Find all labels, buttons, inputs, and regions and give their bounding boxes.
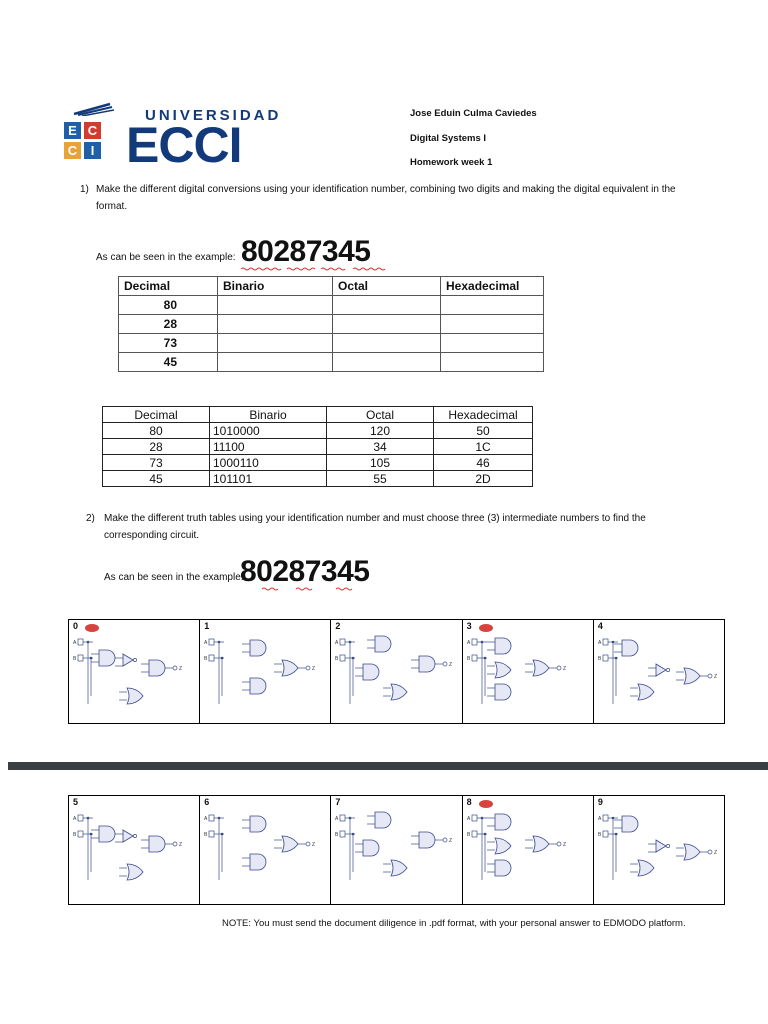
- svg-text:Z: Z: [179, 666, 183, 672]
- cell-decimal: 73: [119, 334, 218, 353]
- svg-text:A: A: [597, 816, 602, 822]
- logic-circuit-icon: [71, 634, 197, 720]
- cell-decimal: 73: [103, 455, 210, 471]
- cell-octal: 105: [327, 455, 434, 471]
- svg-text:Z: Z: [713, 674, 717, 680]
- table-row: [103, 471, 533, 487]
- cell-binario: 1000110: [210, 455, 327, 471]
- svg-text:B: B: [466, 832, 470, 838]
- svg-text:B: B: [335, 656, 339, 662]
- logic-circuit-icon: [202, 810, 328, 900]
- svg-text:A: A: [466, 816, 470, 822]
- circuit-number: 9: [597, 797, 603, 807]
- cell-binario[interactable]: [218, 353, 333, 372]
- cell-decimal: 45: [119, 353, 218, 372]
- circuit-number: 2: [335, 621, 341, 631]
- table-header-row: [103, 407, 533, 423]
- cell-octal[interactable]: [333, 315, 441, 334]
- header-binario: Binario: [210, 407, 327, 423]
- logo-stripes-icon: [70, 102, 114, 116]
- page-divider: [8, 762, 768, 770]
- svg-text:A: A: [204, 816, 208, 822]
- cell-hexadecimal: 50: [434, 423, 533, 439]
- logo-square-e: E: [64, 122, 81, 139]
- table-row: [103, 423, 533, 439]
- logic-circuit-icon: [465, 634, 591, 720]
- q1-text-line2: format.: [96, 201, 128, 212]
- cell-octal[interactable]: [333, 296, 441, 315]
- q2-text-line2: corresponding circuit.: [104, 530, 200, 541]
- table-row: [119, 315, 544, 334]
- cell-hexadecimal[interactable]: [441, 315, 544, 334]
- q1-example-number: 80287345: [241, 235, 371, 268]
- header-octal: Octal: [327, 407, 434, 423]
- author-name: Jose Eduin Culma Caviedes: [410, 108, 537, 119]
- cell-binario: 1010000: [210, 423, 327, 439]
- table-row: [103, 439, 533, 455]
- svg-text:B: B: [204, 656, 208, 662]
- table-header-row: [119, 277, 544, 296]
- circuit-number: 7: [335, 797, 341, 807]
- svg-text:Z: Z: [713, 850, 717, 856]
- table-row: [103, 455, 533, 471]
- cell-hexadecimal: 1C: [434, 439, 533, 455]
- cell-decimal: 28: [103, 439, 210, 455]
- svg-text:Z: Z: [449, 662, 453, 668]
- header-decimal: Decimal: [119, 277, 218, 296]
- svg-text:A: A: [73, 816, 77, 822]
- circuit-cell-8[interactable]: [463, 796, 594, 904]
- q2-number: 2): [86, 513, 95, 524]
- header-decimal: Decimal: [103, 407, 210, 423]
- svg-text:Z: Z: [449, 838, 453, 844]
- q2-example-label: As can be seen in the example:: [104, 572, 244, 583]
- cell-decimal: 80: [103, 423, 210, 439]
- svg-text:B: B: [466, 656, 470, 662]
- cell-hexadecimal: 2D: [434, 471, 533, 487]
- logo-square-i: I: [84, 142, 101, 159]
- cell-hexadecimal[interactable]: [441, 334, 544, 353]
- cell-binario[interactable]: [218, 334, 333, 353]
- q1-text-line1: Make the different digital conversions using your identification number, combining two digits and making the digital equivalent in the: [96, 184, 676, 195]
- cell-octal: 120: [327, 423, 434, 439]
- circuit-number: 3: [466, 621, 472, 631]
- logo-name: ECCI: [126, 117, 242, 173]
- circuit-cell-6[interactable]: [200, 796, 331, 904]
- circuit-cell-5[interactable]: [69, 796, 200, 904]
- svg-text:A: A: [597, 640, 602, 646]
- svg-text:A: A: [335, 640, 339, 646]
- cell-decimal: 80: [119, 296, 218, 315]
- q2-text-line1: Make the different truth tables using your identification number and must choose three (3) intermediate numbers to find the: [104, 513, 646, 524]
- q1-number: 1): [80, 184, 89, 195]
- circuit-number: 4: [597, 621, 603, 631]
- spellcheck-underline-icon: [241, 267, 391, 271]
- spellcheck-underline-icon: [240, 587, 390, 591]
- assignment-name: Homework week 1: [410, 157, 493, 168]
- cell-binario[interactable]: [218, 296, 333, 315]
- cell-hexadecimal[interactable]: [441, 296, 544, 315]
- cell-binario[interactable]: [218, 315, 333, 334]
- circuit-cell-1[interactable]: [200, 620, 331, 723]
- q1-example-label: As can be seen in the example:: [96, 252, 236, 263]
- circuit-cell-4[interactable]: [594, 620, 724, 723]
- svg-text:A: A: [335, 816, 339, 822]
- conversion-table-filled: [102, 406, 533, 487]
- logic-circuit-icon: [465, 810, 591, 900]
- table-row: [119, 334, 544, 353]
- selection-marker-icon: [85, 624, 99, 632]
- svg-text:A: A: [204, 640, 208, 646]
- svg-text:B: B: [73, 656, 77, 662]
- svg-text:B: B: [73, 832, 77, 838]
- cell-binario: 11100: [210, 439, 327, 455]
- svg-text:A: A: [73, 640, 77, 646]
- circuit-cell-9[interactable]: [594, 796, 724, 904]
- header-hexadecimal: Hexadecimal: [441, 277, 544, 296]
- header-hexadecimal: Hexadecimal: [434, 407, 533, 423]
- svg-text:Z: Z: [562, 842, 566, 848]
- cell-octal: 55: [327, 471, 434, 487]
- svg-text:B: B: [597, 656, 602, 662]
- svg-text:B: B: [335, 832, 339, 838]
- logo-square-c2: C: [64, 142, 81, 159]
- cell-binario: 101101: [210, 471, 327, 487]
- logic-circuit-icon: [333, 810, 459, 900]
- circuit-cell-2[interactable]: [331, 620, 462, 723]
- table-row: [119, 296, 544, 315]
- svg-text:Z: Z: [179, 842, 183, 848]
- svg-text:Z: Z: [312, 666, 316, 672]
- cell-hexadecimal: 46: [434, 455, 533, 471]
- circuit-number: 0: [73, 621, 79, 631]
- circuit-cell-0[interactable]: [69, 620, 200, 723]
- course-name: Digital Systems I: [410, 133, 487, 144]
- logic-circuit-icon: [333, 634, 459, 720]
- logic-circuit-icon: [71, 810, 197, 900]
- selection-marker-icon: [479, 624, 493, 632]
- logic-circuit-icon: [202, 634, 328, 720]
- logo-square-c1: C: [84, 122, 101, 139]
- selection-marker-icon: [479, 800, 493, 808]
- svg-text:B: B: [597, 832, 602, 838]
- cell-octal[interactable]: [333, 353, 441, 372]
- circuit-cell-7[interactable]: [331, 796, 462, 904]
- svg-text:Z: Z: [312, 842, 316, 848]
- cell-octal: 34: [327, 439, 434, 455]
- cell-hexadecimal[interactable]: [441, 353, 544, 372]
- header-binario: Binario: [218, 277, 333, 296]
- conversion-table-empty: [118, 276, 544, 372]
- circuit-grid-row1: [68, 619, 725, 724]
- cell-decimal: 45: [103, 471, 210, 487]
- footer-note: NOTE: You must send the document diligence in .pdf format, with your personal answer to EDMODO platform.: [222, 918, 686, 929]
- header-octal: Octal: [333, 277, 441, 296]
- q2-example-number: 80287345: [240, 555, 370, 588]
- svg-text:Z: Z: [562, 666, 566, 672]
- table-row: [119, 353, 544, 372]
- q2-text: [104, 510, 704, 544]
- cell-octal[interactable]: [333, 334, 441, 353]
- ecci-logo: [60, 100, 282, 180]
- logic-circuit-icon: [596, 634, 722, 720]
- circuit-number: 6: [204, 797, 210, 807]
- logic-circuit-icon: [596, 810, 722, 900]
- svg-text:B: B: [204, 832, 208, 838]
- circuit-number: 8: [466, 797, 472, 807]
- circuit-number: 1: [204, 621, 210, 631]
- logo-university-word: UNIVERSIDAD: [145, 107, 282, 124]
- circuit-number: 5: [73, 797, 79, 807]
- circuit-grid-row2: [68, 795, 725, 905]
- q1-text: [96, 181, 716, 215]
- circuit-cell-3[interactable]: [463, 620, 594, 723]
- svg-text:A: A: [466, 640, 470, 646]
- cell-decimal: 28: [119, 315, 218, 334]
